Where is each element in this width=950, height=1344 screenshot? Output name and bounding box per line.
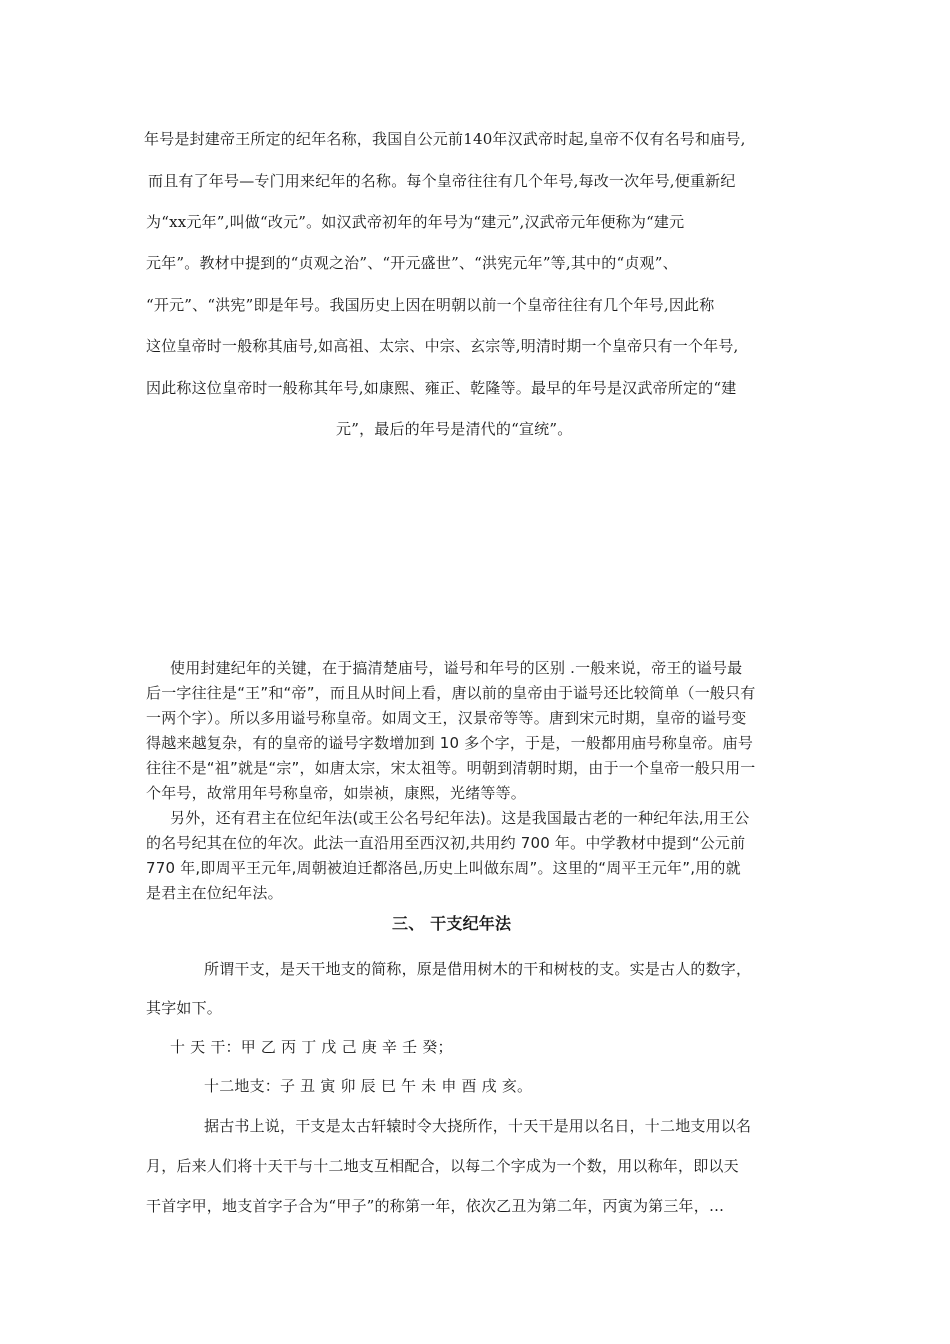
- text-line: 770 年,即周平王元年,周朝被迫迁都洛邑,历史上叫做东周”。这里的“周平王元年”,用的就: [146, 859, 741, 877]
- text-line: 个年号，故常用年号称皇帝，如崇祯，康熙，光绪等等。: [146, 784, 527, 802]
- text-line: 为“xx元年”,叫做“改元”。如汉武帝初年的年号为“建元”,汉武帝元年便称为“建元: [146, 213, 685, 231]
- text-line: 据古书上说，干支是太古轩辕时令大挠所作，十天干是用以名日，十二地支用以名: [204, 1117, 752, 1135]
- text-line: 是君主在位纪年法。: [146, 884, 283, 902]
- text-line: 另外，还有君主在位纪年法(或王公名号纪年法)。这是我国最古老的一种纪年法,用王公: [170, 809, 750, 827]
- text-line: 干首字甲，地支首字子合为“甲子”的称第一年，依次乙丑为第二年，丙寅为第三年，…: [146, 1197, 725, 1215]
- text-line: 往往不是“祖”就是“宗”，如唐太宗，宋太祖等。明朝到清朝时期，由于一个皇帝一般只用一: [146, 759, 756, 777]
- text-line: 十 天 干：甲 乙 丙 丁 戊 己 庚 辛 壬 癸；: [170, 1038, 453, 1056]
- text-line: 一两个字）。所以多用谥号称皇帝。如周文王，汉景帝等等。唐到宋元时期，皇帝的谥号变: [146, 709, 747, 727]
- text-line: 而且有了年号—专门用来纪年的名称。每个皇帝往往有几个年号,每改一次年号,便重新纪: [148, 172, 736, 190]
- text-line: 后一字往往是“王”和“帝”，而且从时间上看，唐以前的皇帝由于谥号还比较简单（一般只有: [146, 684, 756, 702]
- section-heading: 三、 干支纪年法: [392, 914, 512, 933]
- text-line: 因此称这位皇帝时一般称其年号,如康熙、雍正、乾隆等。最早的年号是汉武帝所定的“建: [146, 379, 737, 397]
- text-line: 十二地支：子 丑 寅 卯 辰 巳 午 未 申 酉 戌 亥。: [204, 1077, 533, 1095]
- text-line: 元”，最后的年号是清代的“宣统”。: [336, 420, 573, 438]
- text-line: 这位皇帝时一般称其庙号,如高祖、太宗、中宗、玄宗等,明清时期一个皇帝只有一个年号,: [146, 337, 739, 355]
- text-line: 月，后来人们将十天干与十二地支互相配合，以每二个字成为一个数，用以称年，即以天: [146, 1157, 739, 1175]
- text-line: “开元”、“洪宪”即是年号。我国历史上因在明朝以前一个皇帝往往有几个年号,因此称: [146, 296, 715, 314]
- text-line: 所谓干支，是天干地支的简称，原是借用树木的干和树枝的支。实是古人的数字，: [204, 960, 752, 978]
- text-line: 得越来越复杂，有的皇帝的谥号字数增加到 10 多个字，于是，一般都用庙号称皇帝。庙号: [146, 734, 754, 752]
- text-line: 使用封建纪年的关键，在于搞清楚庙号，谥号和年号的区别 .一般来说，帝王的谥号最: [170, 659, 743, 677]
- text-line: 年号是封建帝王所定的纪年名称，我国自公元前140年汉武帝时起,皇帝不仅有名号和庙号,: [144, 130, 746, 148]
- text-line: 元年”。教材中提到的“贞观之治”、“开元盛世”、“洪宪元年”等,其中的“贞观”、: [146, 254, 678, 272]
- text-line: 其字如下。: [146, 999, 223, 1017]
- text-line: 的名号纪其在位的年次。此法一直沿用至西汉初,共用约 700 年。中学教材中提到“公元前: [146, 834, 746, 852]
